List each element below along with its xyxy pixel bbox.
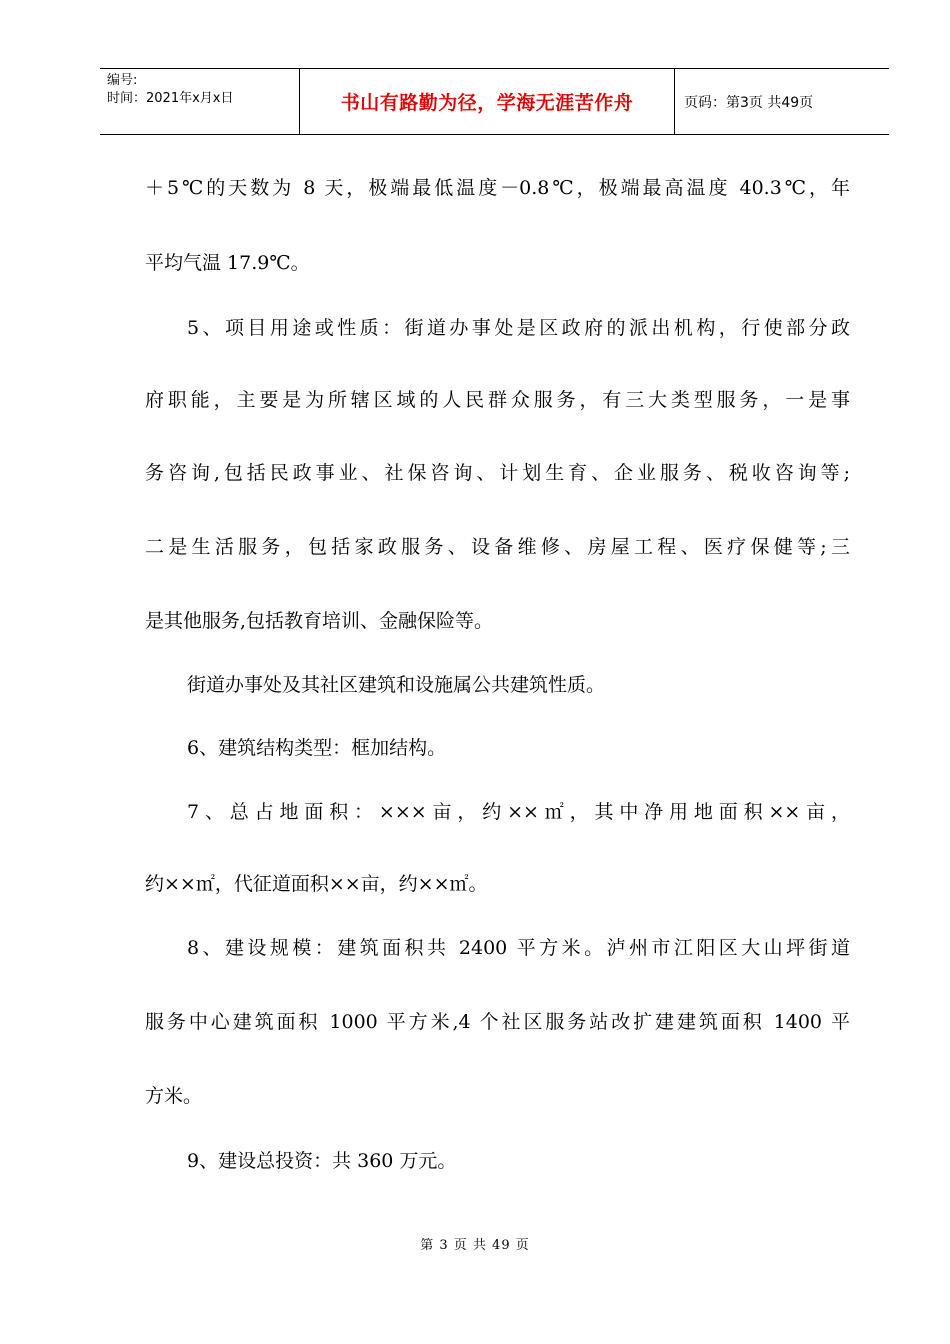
body-line: ＋5℃的天数为 8 天，极端最低温度－0.8℃，极端最高温度 40.3℃，年 — [145, 177, 850, 199]
page-header — [100, 68, 889, 135]
body-line: 是其他服务,包括教育培训、金融保险等。 — [145, 610, 494, 632]
document-number-label: 编号: — [107, 73, 138, 88]
body-line: 9、建设总投资：共 360 万元。 — [187, 1150, 457, 1172]
body-line: 服务中心建筑面积 1000 平方米,4 个社区服务站改扩建建筑面积 1400 平 — [145, 1011, 850, 1033]
body-line: 二是生活服务，包括家政服务、设备维修、房屋工程、医疗保健等;三 — [145, 536, 850, 558]
body-line: 平均气温 17.9℃。 — [145, 252, 310, 274]
body-line: 8、建设规模：建筑面积共 2400 平方米。泸州市江阳区大山坪街道 — [187, 937, 850, 959]
header-page-info: 页码：第3页 共49页 — [684, 94, 814, 111]
header-motto: 书山有路勤为径，学海无涯苦作舟 — [300, 69, 675, 134]
header-meta — [100, 69, 300, 134]
body-line: 务咨询,包括民政事业、社保咨询、计划生育、企业服务、税收咨询等; — [145, 462, 850, 484]
body-line: 街道办事处及其社区建筑和设施属公共建筑性质。 — [187, 674, 606, 696]
body-line: 6、建筑结构类型：框加结构。 — [187, 737, 447, 759]
body-line: 7、总占地面积：×××亩，约××㎡，其中净用地面积××亩， — [187, 801, 850, 823]
document-time-label: 时间：2021年x月x日 — [107, 91, 234, 106]
body-line: 方米。 — [145, 1085, 203, 1107]
body-line: 府职能，主要是为所辖区域的人民群众服务，有三大类型服务，一是事 — [145, 389, 850, 411]
body-line: 约××㎡，代征道面积××亩，约××㎡。 — [145, 873, 488, 895]
page-footer: 第 3 页 共 49 页 — [420, 1238, 530, 1253]
body-line: 5、项目用途或性质：街道办事处是区政府的派出机构，行使部分政 — [187, 317, 850, 339]
